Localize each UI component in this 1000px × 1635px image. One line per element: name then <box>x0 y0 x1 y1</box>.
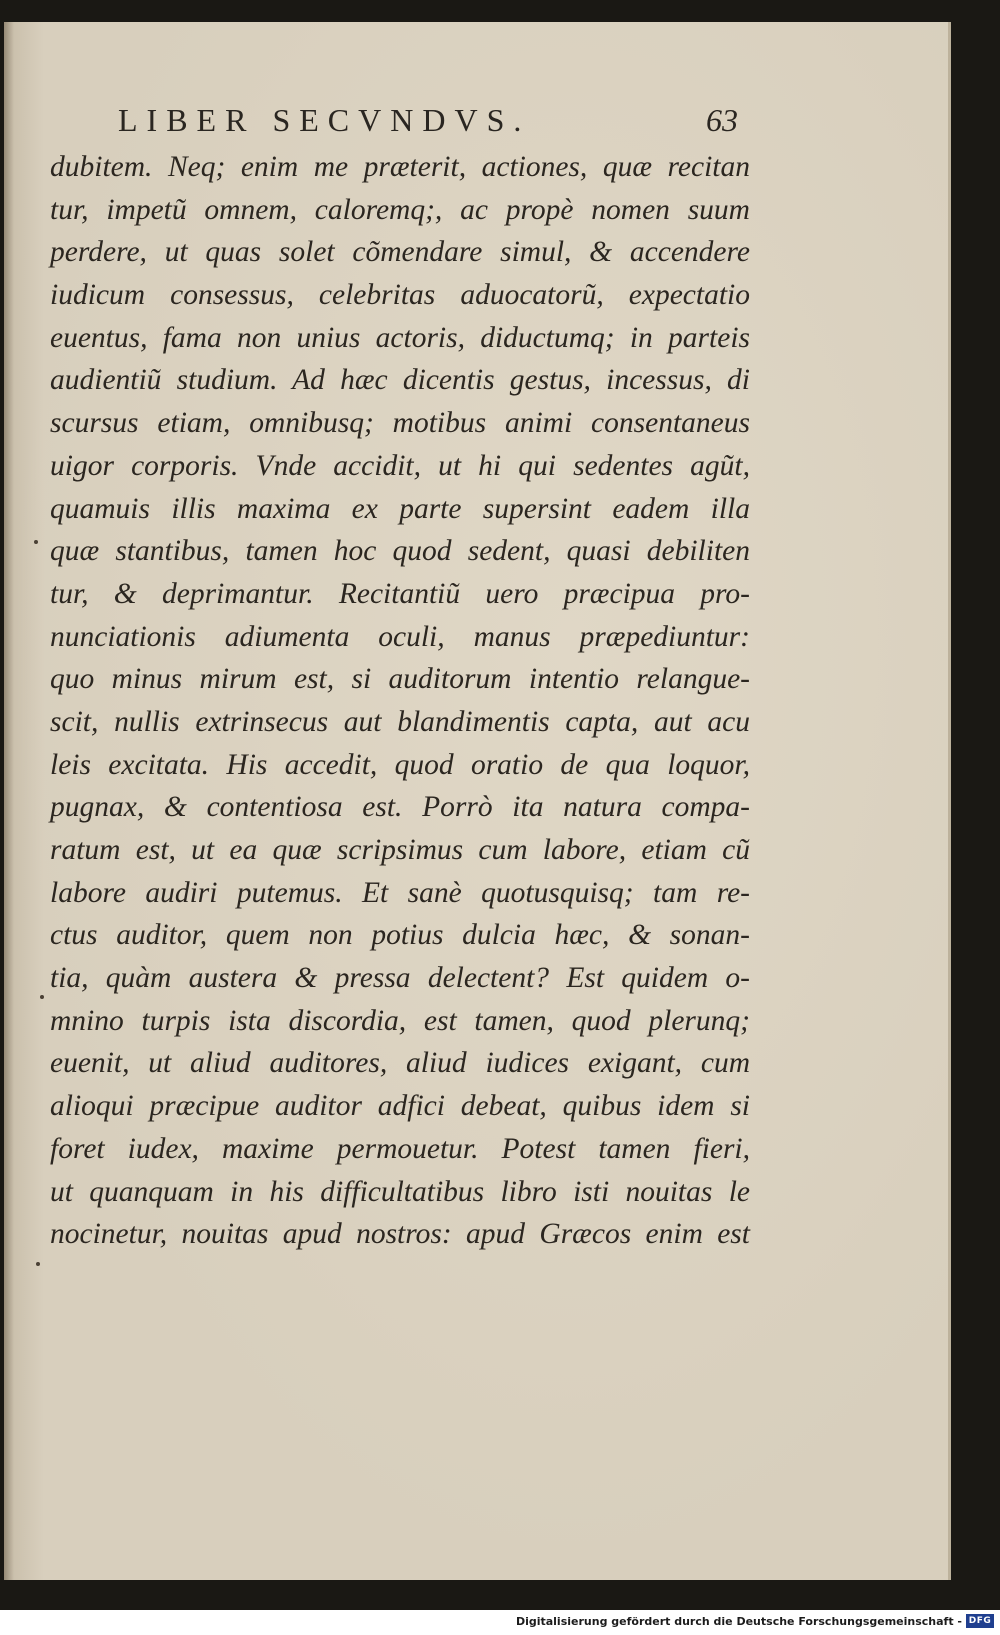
text-line: quӕ stantibus, tamen hoc quod sedent, quasi debiliten <box>50 535 750 568</box>
text-line: quo minus mirum est, si auditorum intentio relangue- <box>50 663 750 696</box>
text-line: uigor corporis. Vnde accidit, ut hi qui sedentes agũt, <box>50 449 750 482</box>
text-line: tia, quàm austera & pressa delectent? Est quidem o- <box>50 962 750 995</box>
text-line: nocinetur, nouitas apud nostros: apud Grӕcos enim est <box>50 1218 750 1251</box>
funding-credit: Digitalisierung gefördert durch die Deutsche Forschungsgemeinschaft - <box>515 1615 962 1628</box>
text-line: euentus, fama non unius actoris, diductumq; in parteis <box>50 321 750 354</box>
text-line: tur, impetũ omnem, caloremq;, ac propè nomen suum <box>50 193 750 226</box>
text-line: ctus auditor, quem non potius dulcia hӕc, & sonan- <box>50 919 750 952</box>
text-line: scit, nullis extrinsecus aut blandimentis capta, aut acu <box>50 705 750 738</box>
text-line: ut quanquam in his difficultatibus libro isti nouitas le <box>50 1175 750 1208</box>
text-line: dubitem. Neq; enim me prӕterit, actiones, quӕ recitan <box>50 151 750 183</box>
running-head <box>118 100 738 144</box>
page-gutter-shadow <box>4 22 14 1580</box>
running-title: LIBER SECVNDVS. <box>118 102 531 138</box>
text-line: ratum est, ut ea quӕ scripsimus cum labore, etiam cũ <box>50 834 750 866</box>
text-line: leis excitata. His accedit, quod oratio de qua loquor, <box>50 748 750 781</box>
text-line: nunciationis adiumenta oculi, manus prӕpediuntur: <box>50 620 750 653</box>
dfg-logo: DFG <box>966 1614 994 1628</box>
paper-speck <box>34 540 38 544</box>
text-line: scursus etiam, omnibusq; motibus animi consentaneus <box>50 407 750 440</box>
body-text <box>50 146 750 1256</box>
text-line: mnino turpis ista discordia, est tamen, quod plerunq; <box>50 1004 750 1037</box>
text-line: euenit, ut aliud auditores, aliud iudices exigant, cum <box>50 1047 750 1080</box>
paper-speck <box>36 1262 40 1266</box>
paper-speck <box>40 995 44 999</box>
text-line: labore audiri putemus. Et sanè quotusquisq; tam re- <box>50 876 750 909</box>
text-line: iudicum consessus, celebritas aduocatorũ, expectatio <box>50 279 750 312</box>
text-line: foret iudex, maxime permouetur. Potest tamen fieri, <box>50 1132 750 1165</box>
text-line: audientiũ studium. Ad hӕc dicentis gestus, incessus, di <box>50 364 750 397</box>
page-number: 63 <box>706 102 738 138</box>
text-line: tur, & deprimantur. Recitantiũ uero prӕcipua pro- <box>50 577 750 610</box>
text-line: perdere, ut quas solet cõmendare simul, & accendere <box>50 236 750 269</box>
text-line: pugnax, & contentiosa est. Porrò ita natura compa- <box>50 791 750 824</box>
text-line: quamuis illis maxima ex parte supersint eadem illa <box>50 492 750 525</box>
text-line: alioqui prӕcipue auditor adfici debeat, quibus idem si <box>50 1090 750 1123</box>
footer-bar <box>0 1610 1000 1635</box>
